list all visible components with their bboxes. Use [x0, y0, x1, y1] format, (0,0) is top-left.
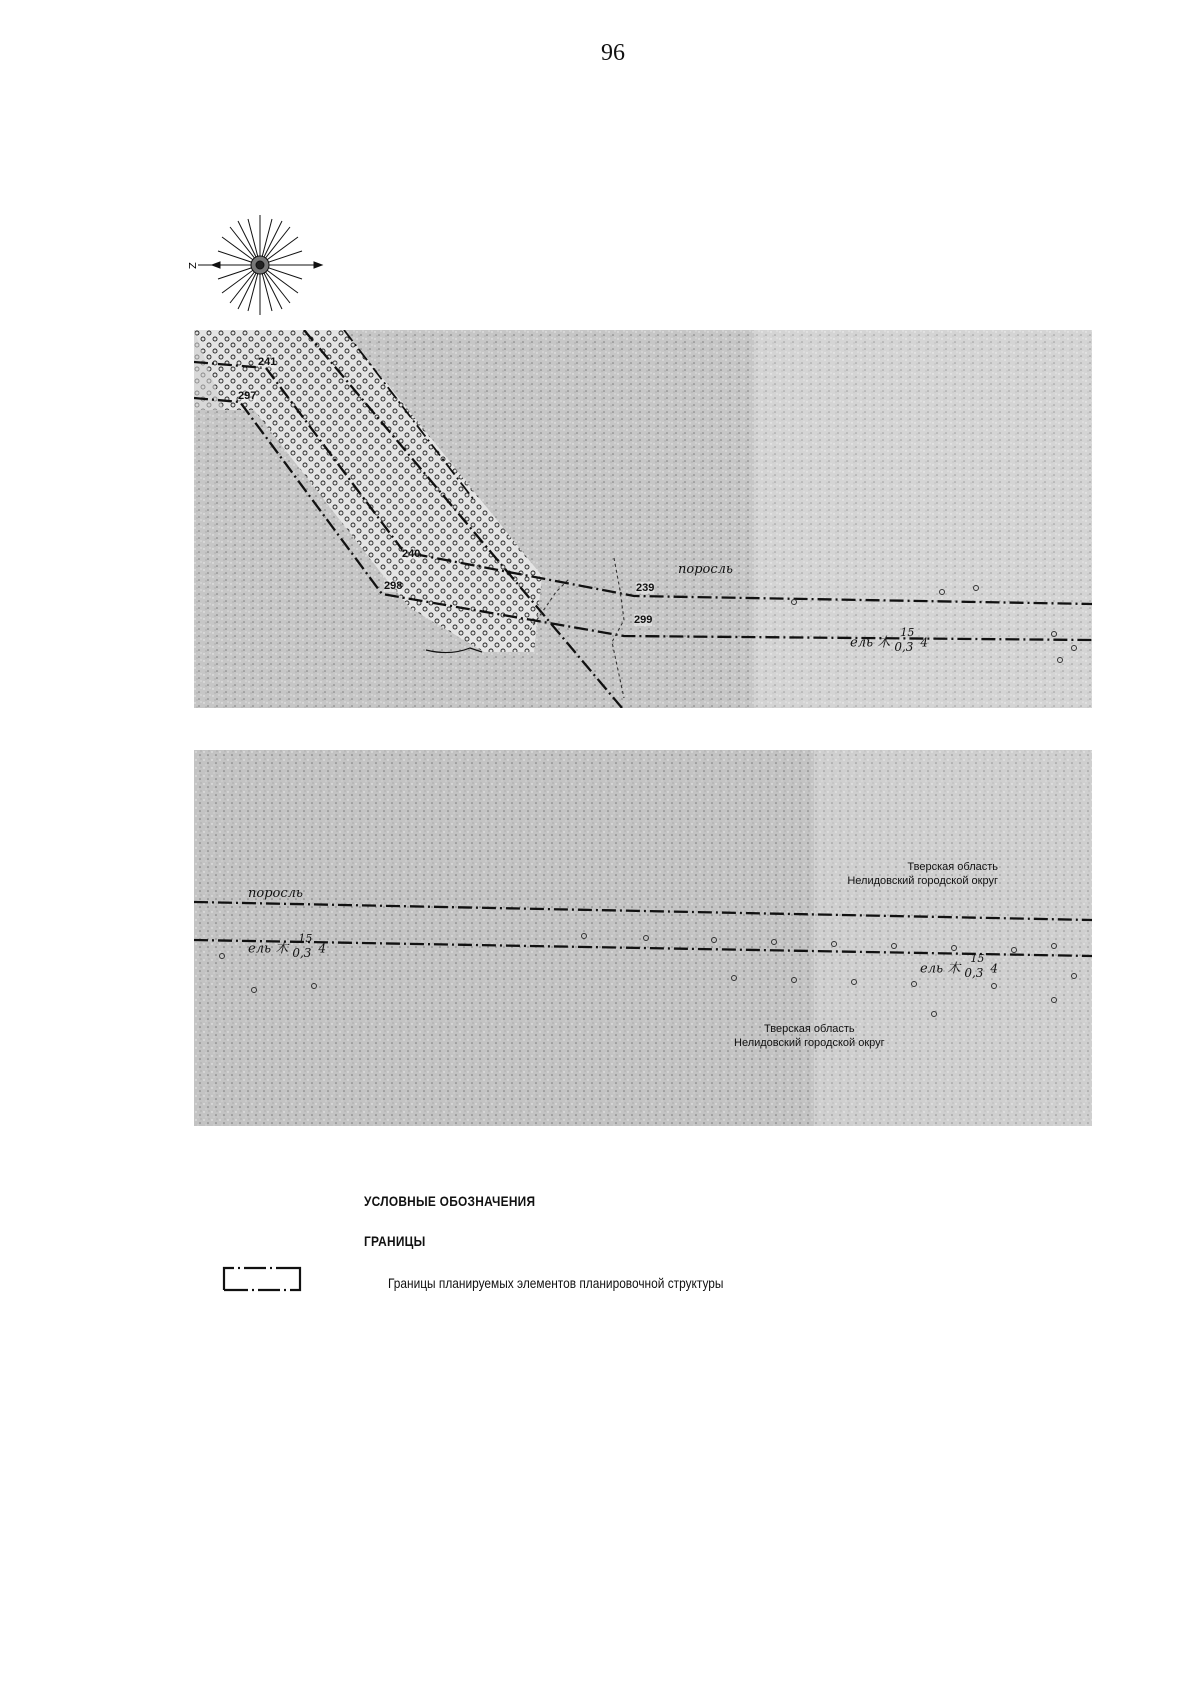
tree-species: ель	[850, 635, 874, 651]
tree-height: 15	[298, 932, 313, 945]
tree-spacing: 4	[920, 635, 928, 650]
region-name: Тверская область	[907, 861, 998, 873]
tree-spacing: 4	[990, 961, 998, 976]
point-label-299: 299	[634, 614, 653, 626]
legend-title: УСЛОВНЫЕ ОБОЗНАЧЕНИЯ	[364, 1193, 536, 1209]
legend-item-text: Границы планируемых элементов планировочной структуры	[388, 1275, 724, 1291]
district-name: Нелидовский городской округ	[734, 1037, 885, 1049]
tree-icon: ⽊	[947, 961, 961, 977]
tree-height: 15	[900, 626, 915, 639]
point-label-241: 241	[258, 356, 277, 368]
compass-rose-icon	[186, 212, 326, 318]
tree-icon: ⽊	[877, 635, 891, 651]
tree-icon: ⽊	[275, 941, 289, 957]
growth-label: поросль	[248, 886, 303, 901]
point-label-298: 298	[384, 580, 403, 592]
tree-symbol-right	[920, 952, 998, 982]
map-panel-top	[194, 330, 1092, 708]
tree-symbol-left	[248, 932, 326, 962]
dash-dot-boundary-icon	[222, 1266, 304, 1292]
tree-diameter: 0,3	[964, 966, 984, 980]
map-panel-bottom	[194, 750, 1092, 1126]
point-label-240: 240	[402, 548, 421, 560]
region-name: Тверская область	[764, 1023, 855, 1035]
region-label-lower	[734, 1022, 885, 1050]
growth-label: поросль	[678, 562, 733, 577]
tree-symbol	[850, 626, 928, 656]
district-name: Нелидовский городской округ	[847, 875, 998, 887]
tree-diameter: 0,3	[292, 946, 312, 960]
region-label-upper	[847, 860, 998, 888]
page-number: 96	[601, 40, 625, 66]
tree-diameter: 0,3	[894, 640, 914, 654]
point-label-297: 297	[238, 390, 257, 402]
tree-spacing: 4	[318, 941, 326, 956]
point-label-239: 239	[636, 582, 655, 594]
tree-species: ель	[248, 941, 272, 957]
tree-species: ель	[920, 961, 944, 977]
tree-height: 15	[970, 952, 985, 965]
legend-section-title: ГРАНИЦЫ	[364, 1233, 426, 1249]
compass-north-letter: Z	[188, 262, 199, 269]
